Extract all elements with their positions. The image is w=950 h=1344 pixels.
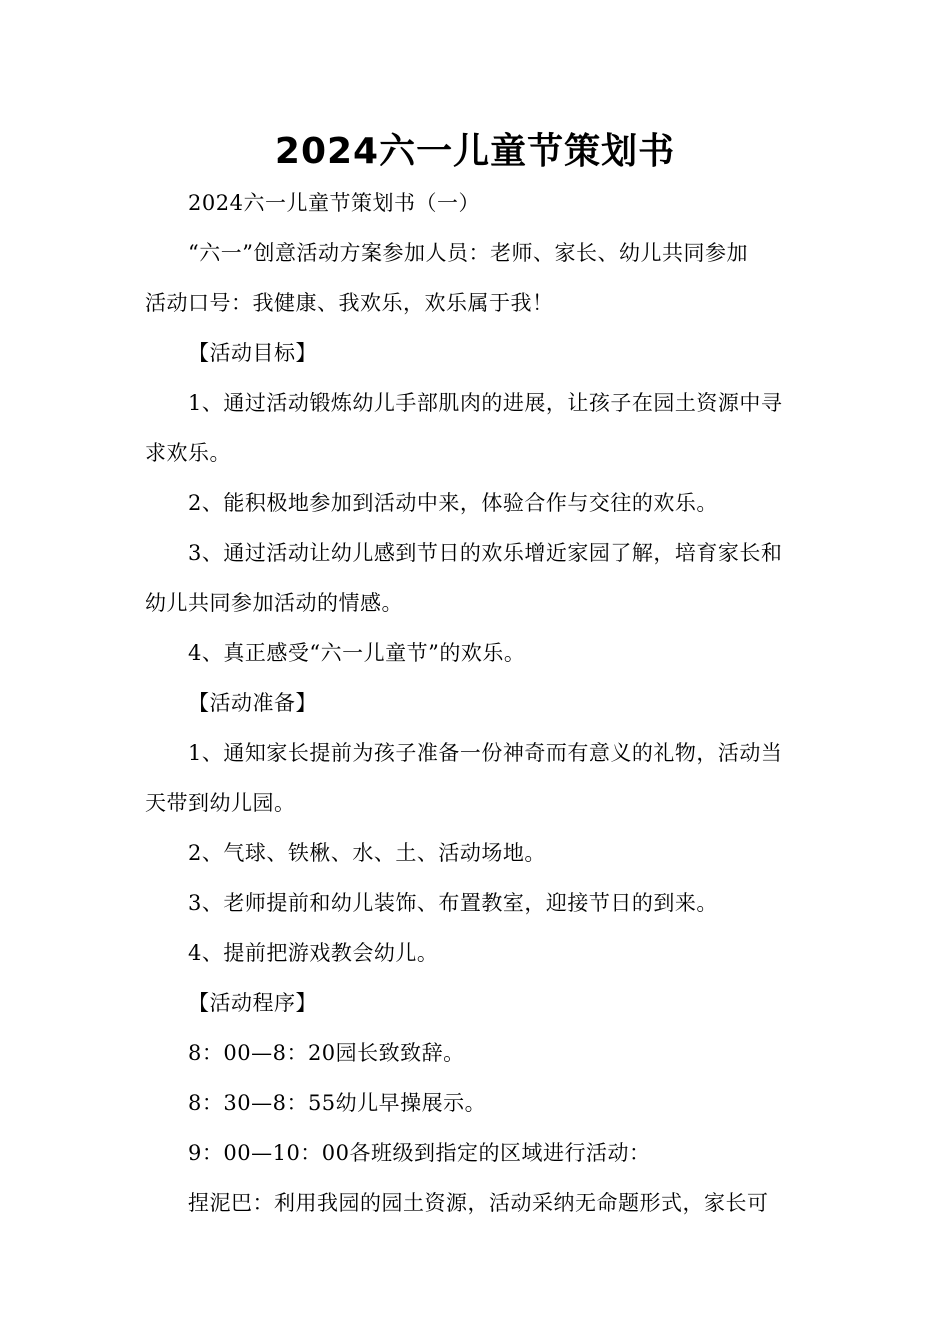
paragraph-line: 3、老师提前和幼儿装饰、布置教室，迎接节日的到来。 <box>188 891 718 915</box>
paragraph-line: 捏泥巴：利用我园的园土资源，活动采纳无命题形式，家长可 <box>188 1191 769 1215</box>
paragraph-line: 求欢乐。 <box>145 441 231 465</box>
schedule-line: 8：30—8：55幼儿早操展示。 <box>188 1091 487 1115</box>
paragraph-line: 幼儿共同参加活动的情感。 <box>145 591 403 615</box>
section-heading: 【活动准备】 <box>188 691 317 715</box>
section-heading: 【活动目标】 <box>188 341 317 365</box>
paragraph-line: 1、通知家长提前为孩子准备一份神奇而有意义的礼物，活动当 <box>188 741 783 765</box>
paragraph-line: 3、通过活动让幼儿感到节日的欢乐增近家园了解，培育家长和 <box>188 541 783 565</box>
paragraph-line: 2、气球、铁楸、水、土、活动场地。 <box>188 841 546 865</box>
paragraph-line: 2024六一儿童节策划书（一） <box>188 191 480 215</box>
paragraph-line: 活动口号：我健康、我欢乐，欢乐属于我！ <box>145 291 554 315</box>
paragraph-line: 4、提前把游戏教会幼儿。 <box>188 941 439 965</box>
paragraph-line: 1、通过活动锻炼幼儿手部肌肉的进展，让孩子在园土资源中寻 <box>188 391 783 415</box>
paragraph-line: 天带到幼儿园。 <box>145 791 296 815</box>
paragraph-line: 4、真正感受“六一儿童节”的欢乐。 <box>188 641 526 665</box>
paragraph-line: “六一”创意活动方案参加人员：老师、家长、幼儿共同参加 <box>188 241 748 265</box>
section-heading: 【活动程序】 <box>188 991 317 1015</box>
schedule-line: 8：00—8：20园长致致辞。 <box>188 1041 465 1065</box>
document-body <box>145 178 810 1228</box>
schedule-line: 9：00—10：00各班级到指定的区域进行活动： <box>188 1141 651 1165</box>
document-title: 2024六一儿童节策划书 <box>274 131 676 172</box>
paragraph-line: 2、能积极地参加到活动中来，体验合作与交往的欢乐。 <box>188 491 718 515</box>
